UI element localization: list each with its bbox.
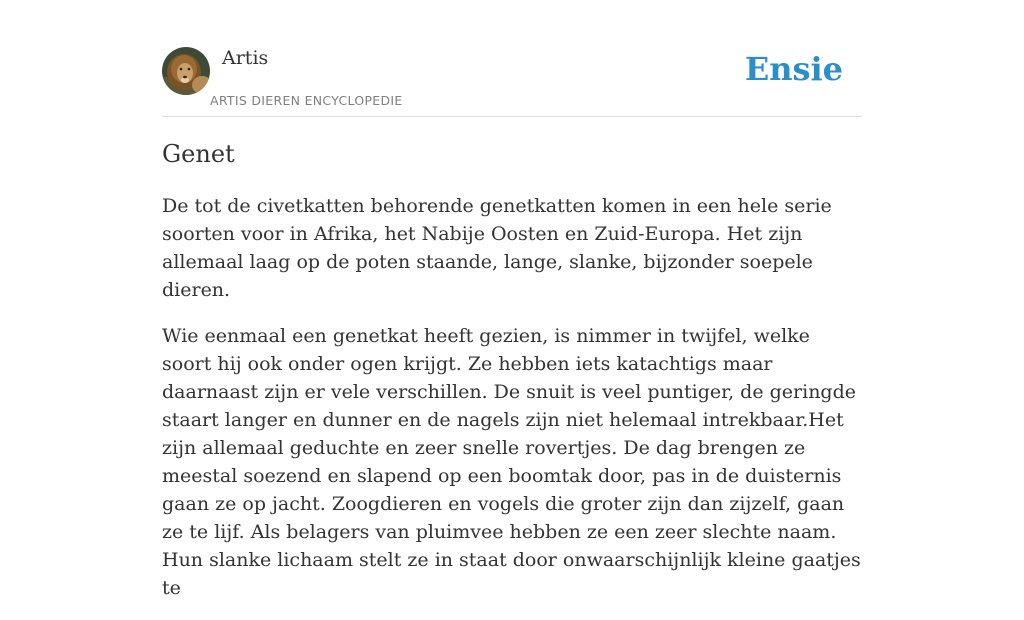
lion-photo-avatar[interactable] [162, 47, 210, 95]
source-subtitle: ARTIS DIEREN ENCYCLOPEDIE [210, 93, 403, 108]
paragraph: Wie eenmaal een genetkat heeft gezien, is nimmer in twijfel, welke soort hij ook onder ogen krijgt. Ze hebben iets katachtigs maar daarnaast zijn er vele verschillen. De snuit is veel puntiger, de geringde staart langer en dunner en de nagels zijn niet helemaal intrekbaar.Het zijn allemaal geduchte en zeer snelle rovertjes. De dag brengen ze meestal soezend en slapend op een boomtak door, pas in de duisternis gaan ze op jacht. Zoogdieren en vogels die groter zijn dan zijzelf, gaan ze te lijf. Als belagers van pluimvee hebben ze een zeer slechte naam. Hun slanke lichaam stelt ze in staat door onwaarschijnlijk kleine gaatjes te [162, 325, 861, 599]
source-name[interactable]: Artis [222, 47, 269, 69]
source-header [162, 46, 862, 117]
ensie-logo[interactable]: Ensie [744, 50, 843, 88]
article-body [162, 192, 864, 620]
article-title: Genet [162, 140, 235, 168]
paragraph: De tot de civetkatten behorende genetkatten komen in een hele serie soorten voor in Afrika, het Nabije Oosten en Zuid-Europa. Het zijn allemaal laag op de poten staande, lange, slanke, bijzonder soepele dieren. [162, 195, 832, 301]
